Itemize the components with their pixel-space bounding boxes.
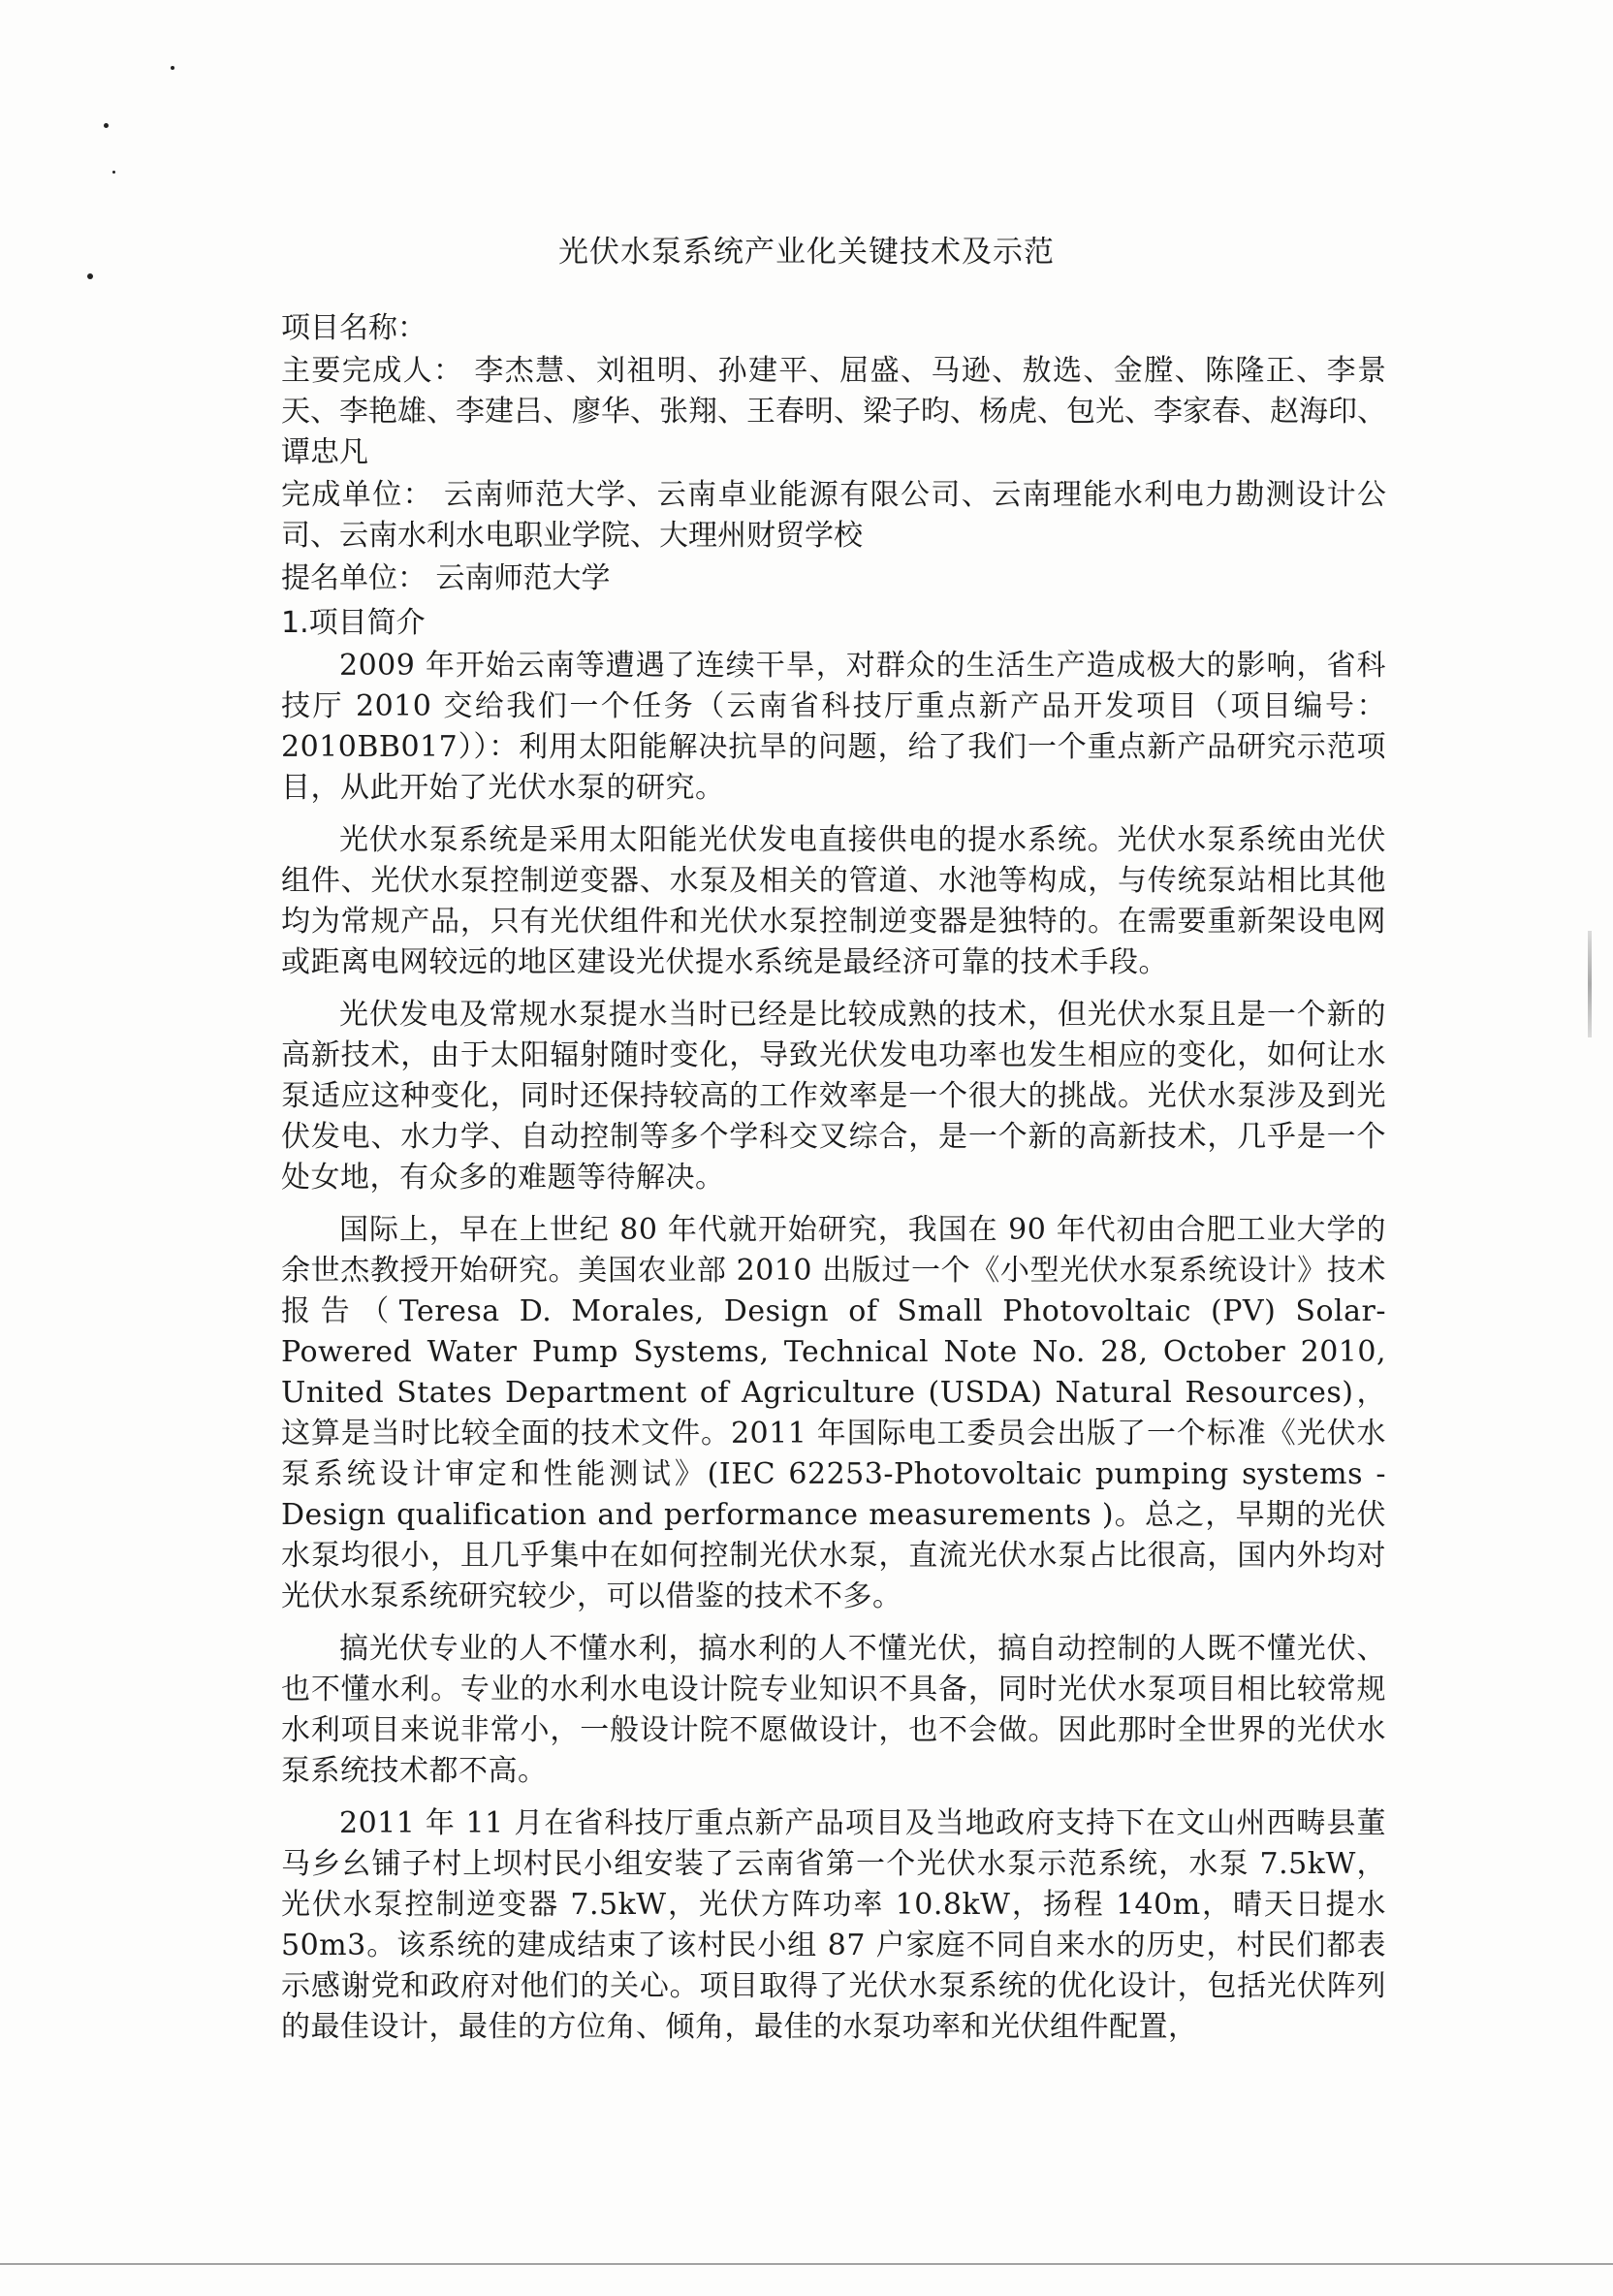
nominating-unit-label: 提名单位： [281,561,427,595]
completing-units-value: 云南师范大学、云南卓业能源有限公司、云南理能水利电力勘测设计公司、云南水利水电职业学院、大理州财贸学校 [281,478,1387,553]
document-title: 光伏水泵系统产业化关键技术及示范 [558,235,1055,270]
main-contributors-line [281,351,1386,473]
completing-units-label: 完成单位： [281,478,434,512]
document-body [281,308,1386,2059]
section-heading: 1.项目简介 [281,606,426,640]
scan-speck [171,66,174,70]
paragraph: 2009 年开始云南等遭遇了连续干旱，对群众的生活生产造成极大的影响，省科技厅 2010 交给我们一个任务（云南省科技厅重点新产品开发项目（项目编号：2010BB017））：利用太阳能解决抗旱的问题，给了我们一个重点新产品研究示范项目，从此开始了光伏水泵的研究。 [281,649,1386,805]
paragraph: 国际上，早在上世纪 80 年代就开始研究，我国在 90 年代初由合肥工业大学的余世杰教授开始研究。美国农业部 2010 出版过一个《小型光伏水泵系统设计》技术报告（Teresa D. Morales, Design of Small Photovoltaic (PV) Solar-Powered Water Pump Systems, Technical Note No. 28, October 2010, United States Department of Agriculture (USDA) Natural Resources)，这算是当时比较全面的技术文件。2011 年国际电工委员会出版了一个标准《光伏水泵系统设计审定和性能测试》(IEC 62253-Photovoltaic pumping systems - Design qualification and performance measurements )。总之，早期的光伏水泵均很小，且几乎集中在如何控制光伏水泵，直流光伏水泵占比很高，国内外均对光伏水泵系统研究较少，可以借鉴的技术不多。 [281,1213,1386,1613]
scan-bottom-line [0,2263,1613,2265]
main-contributors-value: 李杰慧、刘祖明、孙建平、屈盛、马逊、敖选、金膛、陈隆正、李景天、李艳雄、李建吕、廖华、张翔、王春明、梁子昀、杨虎、包光、李家春、赵海印、谭忠凡 [281,354,1387,469]
main-contributors-label: 主要完成人： [281,354,464,388]
project-name-label: 项目名称： [281,311,427,345]
scan-speck [104,123,109,128]
paragraph: 2011 年 11 月在省科技厅重点新产品项目及当地政府支持下在文山州西畴县董马乡幺铺子村上坝村民小组安装了云南省第一个光伏水泵示范系统，水泵 7.5kW，光伏水泵控制逆变器 7.5kW，光伏方阵功率 10.8kW，扬程 140m，晴天日提水 50m3。该系统的建成结束了该村民小组 87 户家庭不同自来水的历史，村民们都表示感谢党和政府对他们的关心。项目取得了光伏水泵系统的优化设计，包括光伏阵列的最佳设计，最佳的方位角、倾角，最佳的水泵功率和光伏组件配置， [281,1806,1386,2044]
scan-speck [87,273,93,279]
paragraph: 搞光伏专业的人不懂水利，搞水利的人不懂光伏，搞自动控制的人既不懂光伏、也不懂水利。专业的水利水电设计院专业知识不具备，同时光伏水泵项目相比较常规水利项目来说非常小，一般设计院不愿做设计，也不会做。因此那时全世界的光伏水泵系统技术都不高。 [281,1632,1386,1788]
paragraph: 光伏水泵系统是采用太阳能光伏发电直接供电的提水系统。光伏水泵系统由光伏组件、光伏水泵控制逆变器、水泵及相关的管道、水池等构成，与传统泵站相比其他均为常规产品，只有光伏组件和光伏水泵控制逆变器是独特的。在需要重新架设电网或距离电网较远的地区建设光伏提水系统是最经济可靠的技术手段。 [281,823,1386,979]
scan-edge-mark [1588,931,1592,1037]
nominating-unit-value: 云南师范大学 [435,561,611,595]
paragraph: 光伏发电及常规水泵提水当时已经是比较成熟的技术，但光伏水泵且是一个新的高新技术，由于太阳辐射随时变化，导致光伏发电功率也发生相应的变化，如何让水泵适应这种变化，同时还保持较高的工作效率是一个很大的挑战。光伏水泵涉及到光伏发电、水力学、自动控制等多个学科交叉综合，是一个新的高新技术，几乎是一个处女地，有众多的难题等待解决。 [281,998,1386,1195]
nominating-unit-line [281,558,1386,599]
project-name-line [281,308,1386,349]
scan-speck [112,171,115,174]
completing-units-line [281,475,1386,557]
